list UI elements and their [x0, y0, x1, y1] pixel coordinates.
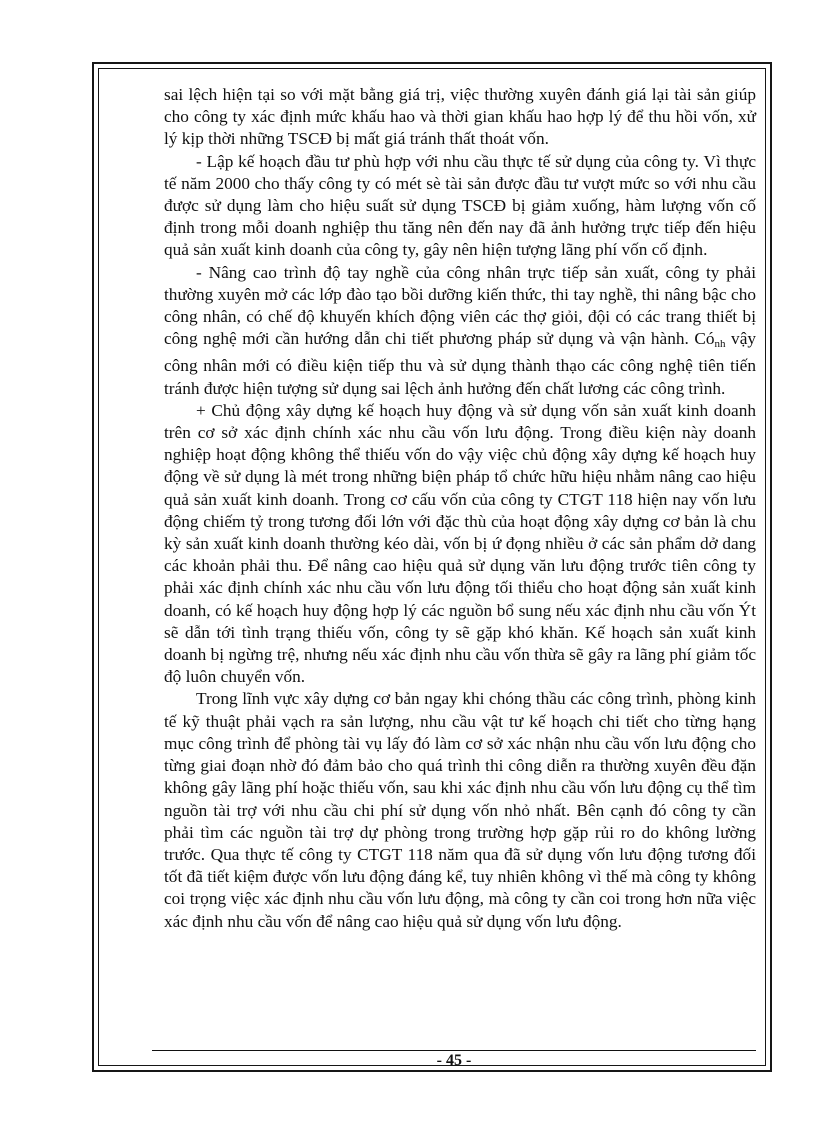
- subscript-fragment: nh: [714, 338, 726, 351]
- footer-divider: [152, 1050, 756, 1051]
- page-number: - 45 -: [436, 1052, 472, 1069]
- body-text: [164, 84, 756, 933]
- worker-skills-text-after: vậy công nhân mới có điều kiện tiếp thu và sử dụng thành thạo các công nghệ tiên tiến tránh được hiện tượng sử dụng sai lệch ảnh hưởng đến chất lương các công trình.: [164, 329, 756, 398]
- worker-skills-text-before: - Nâng cao trình độ tay nghề của công nhân trực tiếp sản xuất, công ty phải thường xuyên mở các lớp đào tạo bồi dưỡng kiến thức, thi tay nghề, thi nâng bậc cho công nhân, có chế độ khuyến khích động viên các thợ giỏi, đội có các trang thiết bị công nghệ mới cần hướng dẫn chi tiết phương pháp sử dụng và vận hành. Có: [164, 262, 756, 349]
- paragraph-investment-plan: - Lập kế hoạch đầu tư phù hợp với nhu cầu thực tế sử dụng của công ty. Vì thực tế năm 2000 cho thấy công ty có mét sè tài sản được đầu tư vượt mức so với nhu cầu được sử dụng làm cho hiệu suất sử dụng TSCĐ bị giảm xuống, hàm lượng vốn cố định trong mỗi doanh nghiệp thu tăng nên đến nay đã ảnh hưởng trực tiếp đến hiệu quả sản xuất kinh doanh của công ty, gây nên hiện tượng lãng phí vốn cố định.: [164, 151, 756, 260]
- paragraph-construction-field: Trong lĩnh vực xây dựng cơ bản ngay khi chóng thầu các công trình, phòng kinh tế kỹ thuật phải vạch ra sản lượng, nhu cầu vật tư kế hoạch chi tiết cho từng hạng mục công trình để phòng tài vụ lấy đó làm cơ sở xác nhận nhu cầu vốn lưu động cho từng giai đoạn nhờ đó đảm bảo cho quá trình thi công diễn ra thường xuyên đều đặn không gây lãng phí hoặc thiếu vốn, sau khi xác định nhu cầu vốn lưu động cụ thể tìm nguồn tài trợ với nhu cầu chi phí sử dụng vốn nhỏ nhất. Bên cạnh đó công ty cần phải tìm các nguồn tài trợ dự phòng trong trường hợp gặp rủi ro do không lường trước. Qua thực tế công ty CTGT 118 năm qua đã sử dụng vốn lưu động tương đối tốt đã tiết kiệm được vốn lưu động đáng kể, tuy nhiên không vì thế mà công ty không coi trọng việc xác định nhu cầu vốn lưu động, mà công ty cần coi trong hơn nữa việc xác định nhu cầu vốn để nâng cao hiệu quả sử dụng vốn lưu động.: [164, 689, 756, 931]
- paragraph-worker-skills: [164, 262, 756, 400]
- paragraph-continuation: sai lệch hiện tại so với mặt bằng giá trị, việc thường xuyên đánh giá lại tài sản giúp cho công ty xác định mức khấu hao và thời gian khấu hao hợp lý để thu hồi vốn, xử lý kịp thời những TSCĐ bị mất giá tránh thất thoát vốn.: [164, 85, 756, 149]
- paragraph-capital-mobilization: + Chủ động xây dựng kế hoạch huy động và sử dụng vốn sản xuất kinh doanh trên cơ sở xác định chính xác nhu cầu vốn lưu động. Trong điều kiện này doanh nghiệp hoạt động không thể thiếu vốn do vậy việc chủ động xây dựng kế hoạch huy động về sử dụng là mét trong những biện pháp tổ chức hữu hiệu nhằm nâng cao hiệu quả sản xuất kinh doanh. Trong cơ cấu vốn của công ty CTGT 118 hiện nay vốn lưu động chiếm tỷ trong tương đối lớn với đặc thù của hoạt động xây dựng cơ bản là chu kỳ sản xuất kinh doanh thường kéo dài, vốn bị ứ đọng nhiều ở các sản phẩm dở dang các khoản phải thu. Để nâng cao hiệu quả sử dụng văn lưu động trước tiên công ty phải xác định chính xác nhu cầu vốn lưu động tối thiểu cho hoạt động sản xuất kinh doanh, có kế hoạch huy động hợp lý các nguồn bổ sung nếu xác định nhu cầu vốn Ýt sẽ dẫn tới tình trạng thiếu vốn, công ty sẽ gặp khó khăn. Kế hoạch sản xuất kinh doanh bị ngừng trệ, nhưng nếu xác định nhu cầu vốn thừa sẽ gây ra lãng phí giảm tốc độ luôn chuyển vốn.: [164, 400, 756, 687]
